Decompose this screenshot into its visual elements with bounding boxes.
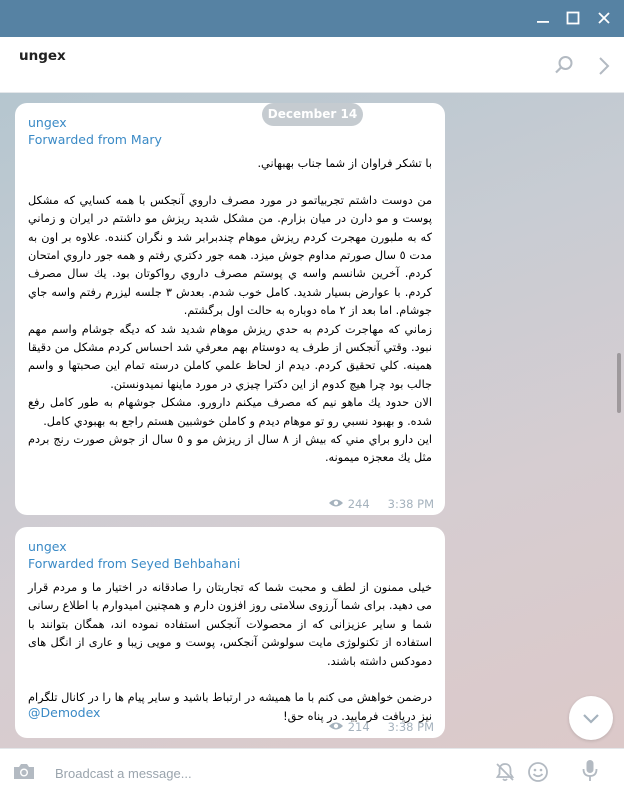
message-paragraph: اين دارو براي مني كه بيش از ٨ سال از ريزش مو و ٥ سال از جوش صورت رنج بردم مثل يك معجزه ميمونه. (28, 433, 432, 465)
minimize-icon[interactable] (531, 6, 555, 30)
channel-link[interactable]: @Demodex (28, 705, 101, 720)
message-bubble[interactable] (15, 103, 445, 515)
message-paragraph: با تشكر فراوان از شما جناب بهبهاني. (257, 157, 432, 170)
bell-mute-icon[interactable] (494, 761, 516, 787)
maximize-icon[interactable] (561, 6, 585, 30)
view-count: 244 (347, 497, 370, 511)
message-paragraph: من دوست داشتم تجربياتمو در مورد مصرف داروي آنجكس با همه كسايي كه مشكل پوست و مو دارن در ميان بزارم. من مشكل شديد ريزش مو داشتم در ايران و زماني كه به ملبورن مهجرت كردم ريزش موهام چندبرابر شد و نگران كننده. علاوه بر اون به مدت ٥ سال صورتم مداوم جوش ميزد. همه جور دكتري رفتم و همه جور داروي امتحان كردم. آخرين شانسم واسه ي پوستم مصرف داروي رواکوتان بود. يك سال مصرف كردم. با عوارض بسيار شديد. كامل خوب شدم. بعدش ٣ جلسه ليزرم رفتم واسه جاي جوشام. اما بعد از ٢ ماه دوباره به حالت اول برگشتم. (28, 193, 432, 318)
scroll-down-button[interactable] (569, 696, 613, 740)
message-paragraph: الان حدود يك ماهو نيم كه مصرف ميكنم دارورو. مشكل جوشهام به طور كامل رفع شده. و بهبود نسبي رو تو موهام ديدم و كاملن خوشبين هستم راجع به بهبودي كامل. (28, 396, 432, 428)
close-icon[interactable] (592, 6, 616, 30)
message-meta (328, 720, 434, 734)
message-time: 3:38 PM (387, 497, 434, 511)
date-divider: December 14 (262, 103, 363, 126)
chevron-right-icon[interactable] (597, 56, 611, 80)
message-paragraph: خیلی ممنون از لطف و محبت شما که تجاربتان را صادقانه در اختیار ما و مردم قرار می دهید. برای شما آرزوی سلامتی روز افزون دارم و همچنین امیدوارم با اطلاع رسانی شما و سایر عزیزانی که از محصولات آنجکس استفاده نموده اند، همگان بتوانند با استفاده از تکنولوژی مایت سولوشن آنجکس، پوست و مویی زیبا و عاری از انگل های دمودکس داشته باشند. (28, 581, 432, 668)
eye-icon (328, 497, 344, 511)
window-titlebar (0, 0, 624, 37)
composer-bar (0, 748, 624, 793)
message-author[interactable]: ungex (28, 115, 67, 130)
message-bubble[interactable] (15, 527, 445, 738)
microphone-icon[interactable] (581, 759, 599, 787)
emoji-icon[interactable] (527, 761, 549, 787)
message-meta (328, 497, 434, 511)
message-paragraph: زماني كه مهاجرت كردم به حدي ريزش موهام شديد شد كه ديگه جوشام واسم مهم نبود. وقتي آنجكس از طرف يه دوستام بهم معرفي شد احساس كردم مشكل من دقيقا همينه. كلي تحقيق كردم. ديدم از لحاظ علمي كاملن درسته تمام اين صحبتها و واسم جالب بود چرا هيچ كدوم از اين دكترا چيزي در مورد ماينها نميدونستن. (28, 322, 432, 391)
eye-icon (328, 720, 344, 734)
message-paragraph: درضمن خواهش می کنم با ما همیشه در ارتباط باشید و سایر پیام ها را در کانال تلگرام نیز دریافت فرمایید. در پناه حق! (28, 691, 432, 723)
message-input[interactable] (55, 764, 435, 782)
chat-area[interactable] (0, 93, 624, 748)
scrollbar-thumb[interactable] (617, 353, 621, 413)
message-time: 3:38 PM (387, 720, 434, 734)
camera-icon[interactable] (12, 762, 36, 785)
message-text (28, 155, 432, 468)
message-author[interactable]: ungex (28, 539, 67, 554)
view-count: 214 (347, 720, 370, 734)
channel-name[interactable]: ungex (19, 48, 66, 64)
search-icon[interactable] (554, 55, 574, 79)
chat-header (0, 37, 624, 93)
chevron-down-icon (582, 709, 600, 728)
forwarded-from[interactable]: Forwarded from Seyed Behbahani (28, 556, 241, 571)
forwarded-from[interactable]: Forwarded from Mary (28, 132, 162, 147)
